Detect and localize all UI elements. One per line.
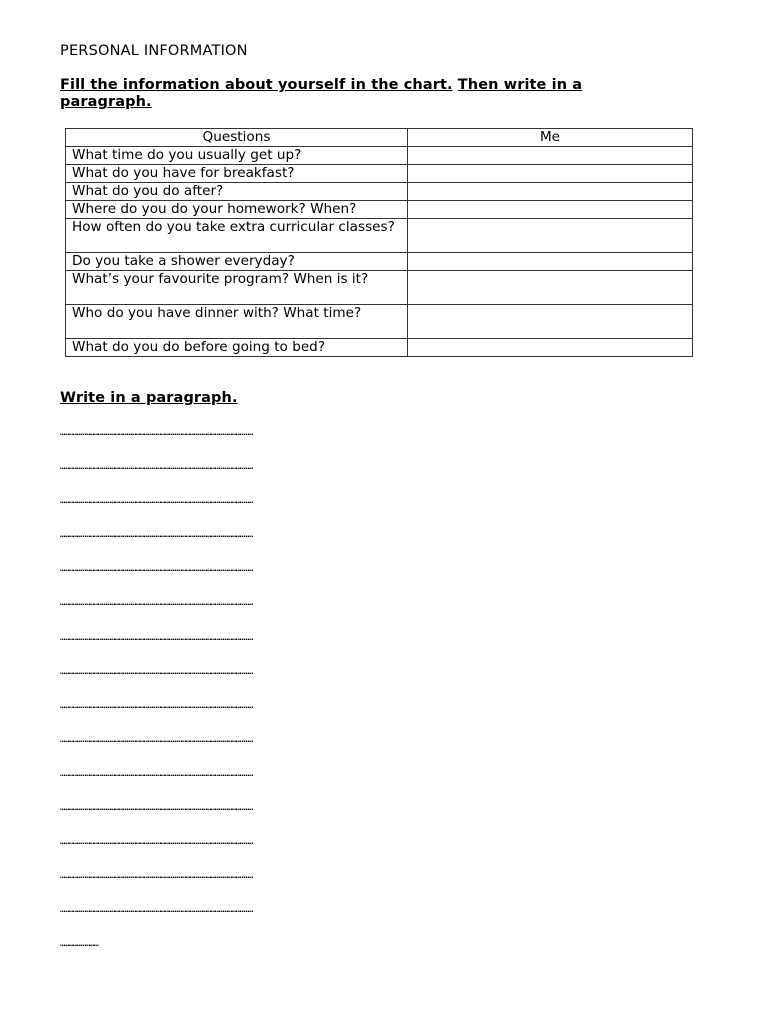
table-header-row — [66, 129, 693, 147]
writing-line[interactable]: ………………………………………………………………………………………………………………………… — [60, 768, 253, 779]
question-cell: How often do you take extra curricular classes? — [66, 219, 408, 253]
writing-line[interactable]: ………………………………………………………………………………………………………………………… — [60, 496, 253, 507]
table-row — [66, 219, 693, 253]
table-row — [66, 339, 693, 357]
writing-line[interactable]: ………………………………………………………………………………………………………………………… — [60, 428, 253, 438]
answer-cell[interactable] — [408, 339, 693, 357]
instruction-part-2: Then write in a paragraph. — [60, 77, 583, 110]
table-row — [66, 201, 693, 219]
questions-table — [65, 128, 693, 357]
writing-line[interactable]: ……………………… — [60, 939, 98, 950]
table-row — [66, 253, 693, 271]
question-cell: What do you do before going to bed? — [66, 339, 408, 357]
questions-column-header: Questions — [66, 129, 408, 147]
answer-cell[interactable] — [408, 147, 693, 165]
table-row — [66, 305, 693, 339]
writing-line[interactable]: ………………………………………………………………………………………………………………………… — [60, 632, 253, 643]
table-row — [66, 147, 693, 165]
answer-cell[interactable] — [408, 201, 693, 219]
writing-line[interactable]: ………………………………………………………………………………………………………………………… — [60, 734, 253, 745]
writing-line[interactable]: ………………………………………………………………………………………………………………………… — [60, 564, 253, 575]
answer-cell[interactable] — [408, 165, 693, 183]
writing-line[interactable]: ………………………………………………………………………………………………………………………… — [60, 871, 253, 882]
paragraph-heading: Write in a paragraph. — [60, 390, 238, 406]
table-row — [66, 165, 693, 183]
writing-line[interactable]: ………………………………………………………………………………………………………………………… — [60, 837, 253, 848]
question-cell: What time do you usually get up? — [66, 147, 408, 165]
answer-cell[interactable] — [408, 253, 693, 271]
answer-cell[interactable] — [408, 183, 693, 201]
question-cell: What’s your favourite program? When is it? — [66, 271, 408, 305]
me-column-header: Me — [408, 129, 693, 147]
answer-cell[interactable] — [408, 305, 693, 339]
page-title: PERSONAL INFORMATION — [60, 43, 248, 59]
question-cell: Where do you do your homework? When? — [66, 201, 408, 219]
question-cell: What do you have for breakfast? — [66, 165, 408, 183]
writing-lines[interactable] — [60, 424, 700, 970]
question-cell: Do you take a shower everyday? — [66, 253, 408, 271]
instruction-part-1: Fill the information about yourself in the chart. — [60, 77, 453, 93]
answer-cell[interactable] — [408, 219, 693, 253]
writing-line[interactable]: ………………………………………………………………………………………………………………………… — [60, 530, 253, 541]
writing-line[interactable]: ………………………………………………………………………………………………………………………… — [60, 905, 253, 916]
writing-line[interactable]: ………………………………………………………………………………………………………………………… — [60, 700, 253, 711]
writing-line[interactable]: ………………………………………………………………………………………………………………………… — [60, 666, 253, 677]
table-row — [66, 183, 693, 201]
writing-line[interactable]: ………………………………………………………………………………………………………………………… — [60, 598, 253, 609]
writing-line[interactable]: ………………………………………………………………………………………………………………………… — [60, 803, 253, 814]
table-row — [66, 271, 693, 305]
writing-line[interactable]: ………………………………………………………………………………………………………………………… — [60, 462, 253, 473]
question-cell: Who do you have dinner with? What time? — [66, 305, 408, 339]
instructions — [60, 77, 630, 111]
question-cell: What do you do after? — [66, 183, 408, 201]
answer-cell[interactable] — [408, 271, 693, 305]
